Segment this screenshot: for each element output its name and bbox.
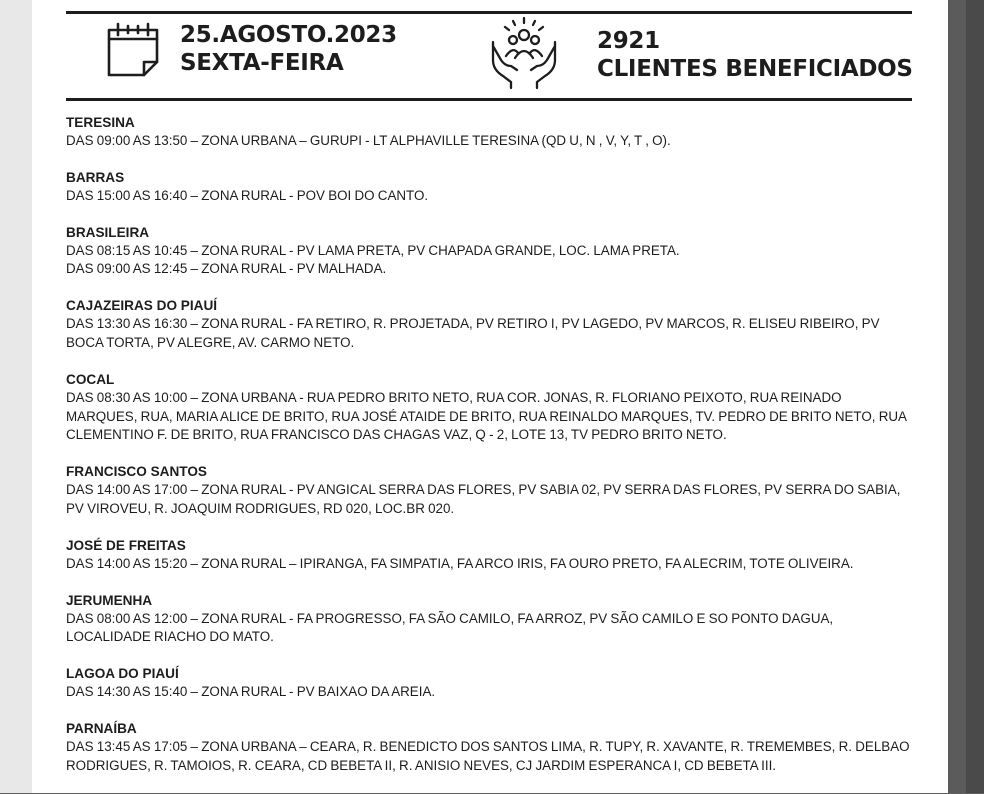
city-entry: [66, 720, 916, 776]
schedule-line: DAS 09:00 AS 13:50 – ZONA URBANA – GURUPI - LT ALPHAVILLE TERESINA (QD U, N , V, Y, T , O).: [66, 133, 671, 148]
city-entry: [66, 592, 916, 648]
clients-count: 2921: [597, 28, 660, 54]
city-name: PARNAÍBA: [66, 720, 137, 736]
schedule-line: DAS 09:00 AS 12:45 – ZONA RURAL - PV MALHADA.: [66, 261, 387, 277]
schedule-line: DAS 08:00 AS 12:00 – ZONA RURAL - FA PROGRESSO, FA SÃO CAMILO, FA ARROZ, PV SÃO CAMILO E SO PONTO DAGUA, LOCALIDADE RIACHO DO MATO.: [66, 610, 834, 645]
city-entry: [66, 537, 916, 574]
city-name: JOSÉ DE FREITAS: [66, 537, 186, 553]
city-name: BARRAS: [66, 169, 125, 185]
city-name: JERUMENHA: [66, 592, 153, 608]
date-header: [106, 20, 397, 78]
viewer-background: [0, 0, 32, 793]
city-name: FRANCISCO SANTOS: [66, 464, 207, 480]
city-entry: [66, 169, 916, 206]
hands-with-people-icon: [487, 16, 561, 90]
city-entry: [66, 114, 916, 151]
schedule-line: DAS 14:00 AS 15:20 – ZONA RURAL – IPIRANGA, FA SIMPATIA, FA ARCO IRIS, FA OURO PRETO, FA ALECRIM, TOTE OLIVEIRA.: [66, 555, 854, 571]
schedule-list: [66, 114, 916, 794]
city-name: BRASILEIRA: [66, 224, 150, 240]
schedule-line: DAS 08:15 AS 10:45 – ZONA RURAL - PV LAMA PRETA, PV CHAPADA GRANDE, LOC. LAMA PRETA.: [66, 242, 680, 258]
city-entry: [66, 297, 916, 353]
clients-label: CLIENTES BENEFICIADOS: [597, 56, 913, 82]
city-name: COCAL: [66, 371, 115, 387]
scrollbar[interactable]: [948, 0, 984, 793]
schedule-line: DAS 08:30 AS 10:00 – ZONA URBANA - RUA PEDRO BRITO NETO, RUA COR. JONAS, R. FLORIANO PEIXOTO, RUA REINADO MARQUES, RUA, MARIA ALICE DE BRITO, RUA JOSÉ ATAIDE DE BRITO, RUA REINALDO MARQUES, TV. PEDRO DE BRITO NETO, RUA CLEMENTINO F. DE BRITO, RUA FRANCISCO DAS CHAGAS VAZ, Q - 2, LOTE 13, TV PEDRO BRITO NETO.: [66, 389, 907, 443]
city-entry: [66, 463, 916, 519]
top-rule: [66, 11, 912, 14]
city-entry: [66, 665, 916, 702]
city-name: TERESINA: [66, 115, 135, 130]
schedule-line: DAS 15:00 AS 16:40 – ZONA RURAL - POV BOI DO CANTO.: [66, 187, 429, 203]
city-entry: [66, 371, 916, 445]
date-text: [180, 21, 397, 77]
clients-header: [487, 16, 913, 90]
calendar-icon: [106, 20, 160, 78]
schedule-line: DAS 13:45 AS 17:05 – ZONA URBANA – CEARA, R. BENEDICTO DOS SANTOS LIMA, R. TUPY, R. XAVANTE, R. TREMEMBES, R. DELBAO RODRIGUES, R. TAMOIOS, R. CEARA, CD BEBETA II, R. ANISIO NEVES, CJ JARDIM ESPERANCA I, CD BEBETA III.: [66, 738, 910, 773]
header-bottom-rule: [66, 98, 912, 101]
schedule-line: DAS 14:00 AS 17:00 – ZONA RURAL - PV ANGICAL SERRA DAS FLORES, PV SABIA 02, PV SERRA DAS FLORES, PV SERRA DO SABIA, PV VIROVEU, R. JOAQUIM RODRIGUES, RD 020, LOC.BR 020.: [66, 482, 901, 516]
city-name: CAJAZEIRAS DO PIAUÍ: [66, 298, 218, 314]
schedule-line: DAS 14:30 AS 15:40 – ZONA RURAL - PV BAIXAO DA AREIA.: [66, 684, 436, 700]
schedule-line: DAS 13:30 AS 16:30 – ZONA RURAL - FA RETIRO, R. PROJETADA, PV RETIRO I, PV LAGEDO, PV MARCOS, R. ELISEU RIBEIRO, PV BOCA TORTA, PV ALEGRE, AV. CARMO NETO.: [66, 316, 880, 350]
weekday-value: SEXTA-FEIRA: [180, 50, 344, 76]
date-value: 25.AGOSTO.2023: [180, 22, 397, 48]
scrollbar-track[interactable]: [966, 0, 984, 793]
city-name: LAGOA DO PIAUÍ: [66, 666, 179, 682]
clients-text: [597, 27, 913, 83]
city-entry: [66, 224, 916, 280]
